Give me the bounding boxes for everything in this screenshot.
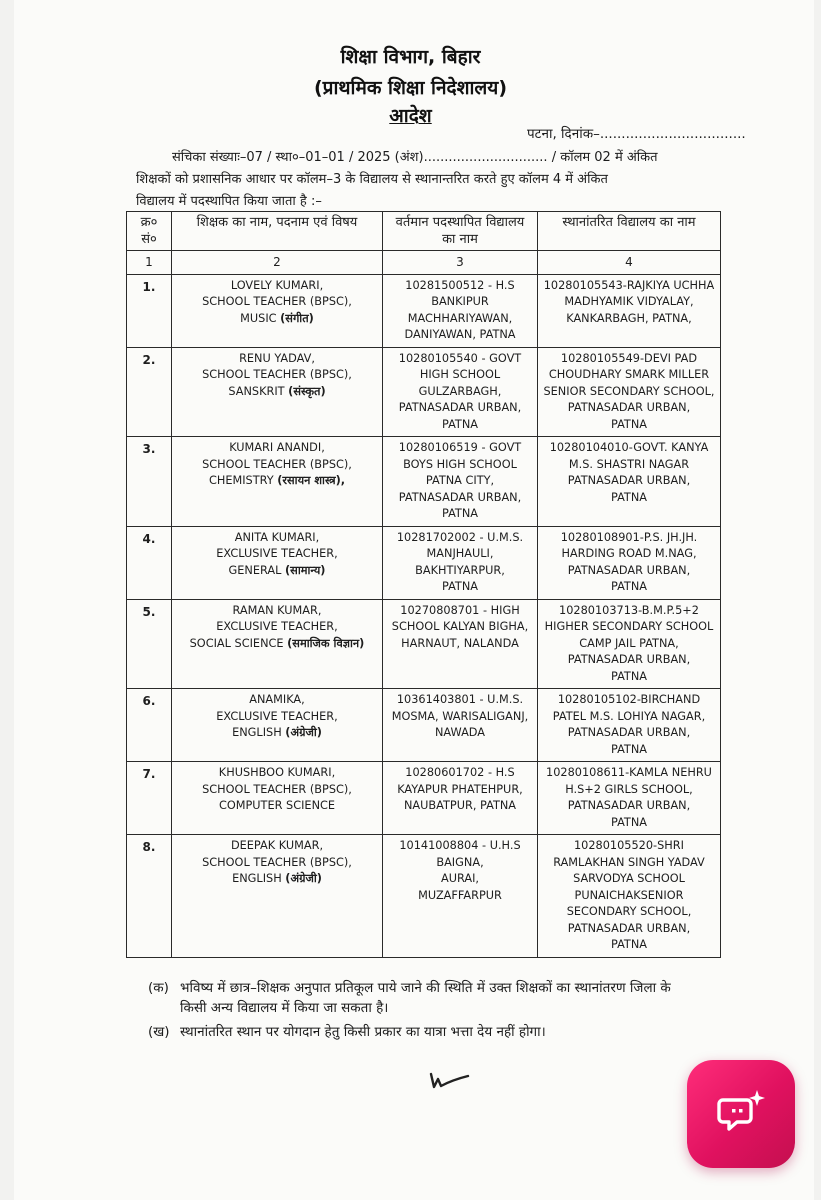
note-kha (148, 1022, 708, 1044)
subject-en: MUSIC (240, 311, 277, 325)
current-school-cell (383, 689, 538, 762)
teacher-name: KUMARI ANANDI, (229, 441, 325, 454)
table-row (127, 347, 721, 437)
current-school-line: MANJHAULI, (426, 547, 494, 560)
subject-en: ENGLISH (232, 726, 282, 739)
transfer-school-cell (538, 347, 721, 437)
current-school-line: SCHOOL KALYAN BIGHA, (391, 620, 529, 633)
transfer-school-line: HARDING ROAD M.NAG, (561, 547, 697, 560)
transfer-school-line: SENIOR SECONDARY SCHOOL, (543, 384, 715, 398)
directorate-title: (प्राथमिक शिक्षा निदेशालय) (313, 77, 508, 99)
transfer-table (126, 211, 721, 958)
ai-chat-button[interactable] (687, 1060, 795, 1168)
current-school-line: 10281702002 - U.M.S. (396, 530, 524, 544)
transfer-school-line: 10280104010-GOVT. KANYA (549, 441, 709, 454)
note-text: भविष्य में छात्र–शिक्षक अनुपात प्रतिकूल पाये जाने की स्थिति में उक्त शिक्षकों का स्थानांतरण जिला के किसी अन्य विद्यालय में किया जा सकता है। (180, 980, 671, 1016)
file-number-line: संचिका संख्याः–07 / स्था०–01–01 / 2025 (अंश).............................. / कॉलम 02 में अंकित (172, 150, 658, 165)
current-school-cell (383, 526, 538, 599)
transfer-school-line: SECONDARY SCHOOL, (566, 905, 692, 918)
transfer-school-cell (538, 689, 721, 762)
transfer-school-line: 10280108611-KAMLA NEHRU (546, 766, 712, 779)
transfer-school-line: PATNASADAR URBAN, (567, 401, 691, 414)
teacher-post: SCHOOL TEACHER (BPSC), (202, 368, 352, 381)
current-school-line: HARNAUT, NALANDA (401, 636, 519, 650)
current-school-line: KAYAPUR PHATEHPUR, (397, 782, 523, 796)
teacher-name: ANAMIKA, (249, 693, 305, 706)
table-row (127, 274, 721, 347)
current-school-cell (383, 835, 538, 958)
teacher-subject (176, 636, 378, 653)
transfer-school-cell (538, 762, 721, 835)
header-transfer-school: स्थानांतरित विद्यालय का नाम (538, 212, 721, 251)
transfer-school-line: PATNA (610, 742, 648, 756)
order-heading: आदेश (389, 105, 432, 127)
current-school-line: BAKHTIYARPUR, (415, 563, 505, 577)
table-header-row (127, 212, 721, 251)
subject-hi: (संगीत) (280, 311, 314, 325)
subject-en: GENERAL (228, 563, 282, 577)
transfer-school-line: PATNA (610, 669, 648, 683)
transfer-school-line: CHOUDHARY SMARK MILLER (548, 368, 710, 381)
transfer-school-line: 10280105549-DEVI PAD (560, 351, 698, 365)
transfer-school-line: PATNASADAR URBAN, (567, 921, 691, 935)
teacher-cell (172, 835, 383, 958)
subject-hi: (रसायन शास्त्र), (277, 474, 346, 487)
intro-line-3: विद्यालय में पदस्थापित किया जाता है :– (136, 194, 322, 209)
teacher-subject (176, 871, 378, 888)
transfer-school-cell (538, 599, 721, 689)
current-school-line: MUZAFFARPUR (418, 888, 502, 902)
current-school-line: BANKIPUR (431, 295, 489, 308)
transfer-school-line: CAMP JAIL PATNA, (579, 636, 679, 650)
current-school-line: MOSMA, WARISALIGANJ, (391, 709, 529, 723)
current-school-line: 10280106519 - GOVT (398, 441, 522, 454)
transfer-school-line: 10280105102-BIRCHAND (557, 693, 701, 706)
current-school-line: 10281500512 - H.S (405, 278, 515, 292)
transfer-school-line: 10280108901-P.S. JH.JH. (560, 530, 698, 544)
teacher-post: EXCLUSIVE TEACHER, (216, 709, 338, 723)
table-row (127, 689, 721, 762)
subject-en: ENGLISH (232, 872, 282, 885)
serial-cell: 3. (127, 437, 172, 527)
transfer-school-cell (538, 526, 721, 599)
transfer-school-line: PATNASADAR URBAN, (567, 726, 691, 739)
transfer-school-line: 10280103713-B.M.P.5+2 (559, 603, 699, 617)
subject-en: SOCIAL SCIENCE (189, 636, 284, 650)
transfer-school-line: PATNA (610, 815, 648, 829)
current-school-line: PATNASADAR URBAN, (398, 401, 522, 414)
table-row (127, 762, 721, 835)
transfer-school-line: M.S. SHASTRI NAGAR (568, 457, 690, 471)
subject-hi: (अंग्रेजी) (285, 872, 322, 885)
current-school-line: 10280601702 - H.S (405, 766, 515, 779)
current-school-line: AURAI, (440, 872, 480, 885)
current-school-line: 10280105540 - GOVT (398, 351, 522, 365)
serial-cell: 4. (127, 526, 172, 599)
teacher-subject (176, 473, 378, 490)
current-school-line: HIGH SCHOOL (419, 368, 501, 381)
teacher-cell (172, 762, 383, 835)
teacher-name: RAMAN KUMAR, (232, 603, 322, 617)
subject-hi: (संस्कृत) (288, 384, 326, 398)
note-ka (148, 978, 708, 1022)
col-index: 3 (383, 251, 538, 275)
transfer-school-line: PATNASADAR URBAN, (567, 799, 691, 812)
transfer-school-line: H.S+2 GIRLS SCHOOL, (565, 782, 693, 796)
current-school-line: PATNA (441, 507, 479, 520)
subject-hi: (अंग्रेजी) (285, 726, 322, 739)
note-text: स्थानांतरित स्थान पर योगदान हेतु किसी प्रकार का यात्रा भत्ता देय नहीं होगा। (180, 1024, 546, 1040)
transfer-school-cell (538, 835, 721, 958)
current-school-line: DANIYAWAN, PATNA (404, 328, 516, 341)
transfer-school-cell (538, 274, 721, 347)
serial-cell: 5. (127, 599, 172, 689)
transfer-school-line: MADHYAMIK VIDYALAY, (564, 295, 694, 308)
teacher-name: KHUSHBOO KUMARI, (218, 766, 336, 779)
teacher-cell (172, 347, 383, 437)
current-school-cell (383, 274, 538, 347)
transfer-school-line: PATEL M.S. LOHIYA NAGAR, (552, 709, 706, 723)
teacher-cell (172, 437, 383, 527)
transfer-school-line: SARVODYA SCHOOL (573, 872, 685, 885)
col-index: 4 (538, 251, 721, 275)
current-school-line: BAIGNA, (436, 855, 484, 869)
header-teacher: शिक्षक का नाम, पदनाम एवं विषय (172, 212, 383, 251)
teacher-name: RENU YADAV, (239, 351, 315, 365)
table-row (127, 437, 721, 527)
subject-hi: (सामान्य) (285, 563, 326, 577)
table-row (127, 835, 721, 958)
note-mark: (क) (148, 980, 169, 996)
serial-cell: 6. (127, 689, 172, 762)
transfer-school-line: PUNAICHAKSENIOR (574, 888, 684, 902)
transfer-school-line: PATNA (610, 417, 648, 431)
column-index-row (127, 251, 721, 275)
transfer-school-line: KANKARBAGH, PATNA, (566, 311, 692, 325)
teacher-subject (176, 384, 378, 401)
sparkle-chat-icon (713, 1086, 769, 1142)
teacher-cell (172, 526, 383, 599)
serial-cell: 8. (127, 835, 172, 958)
place-date: पटना, दिनांक–.................................. (527, 126, 746, 142)
col-index: 2 (172, 251, 383, 275)
teacher-name: ANITA KUMARI, (234, 530, 320, 544)
col-index: 1 (127, 251, 172, 275)
current-school-line: NAUBATPUR, PATNA (403, 799, 517, 812)
teacher-post: EXCLUSIVE TEACHER, (216, 547, 338, 560)
teacher-name: DEEPAK KUMAR, (230, 839, 324, 852)
header-serial: क्र० सं० (127, 212, 172, 251)
teacher-post: SCHOOL TEACHER (BPSC), (202, 855, 352, 869)
table-row (127, 526, 721, 599)
transfer-school-line: PATNASADAR URBAN, (567, 563, 691, 577)
current-school-line: 10141008804 - U.H.S (399, 839, 521, 852)
teacher-post: EXCLUSIVE TEACHER, (216, 620, 338, 633)
intro-line-2: शिक्षकों को प्रशासनिक आधार पर कॉलम–3 के विद्यालय से स्थानान्तरित करते हुए कॉलम 4 में अंकित (136, 172, 608, 187)
transfer-school-line: HIGHER SECONDARY SCHOOL (544, 620, 714, 633)
transfer-school-line: 10280105520-SHRI (574, 839, 684, 852)
teacher-post: SCHOOL TEACHER (BPSC), (202, 782, 352, 796)
current-school-cell (383, 599, 538, 689)
teacher-post: SCHOOL TEACHER (BPSC), (202, 457, 352, 471)
note-mark: (ख) (148, 1024, 170, 1040)
current-school-line: NAWADA (434, 726, 486, 739)
teacher-subject (176, 798, 378, 815)
serial-cell: 7. (127, 762, 172, 835)
current-school-line: BOYS HIGH SCHOOL (403, 457, 517, 471)
header-current-school: वर्तमान पदस्थापित विद्यालय का नाम (383, 212, 538, 251)
teacher-subject (176, 725, 378, 742)
serial-cell: 2. (127, 347, 172, 437)
subject-hi: (समाजिक विज्ञान) (287, 636, 365, 650)
signature (428, 1068, 472, 1096)
current-school-line: GULZARBAGH, (418, 384, 502, 398)
transfer-school-line: 10280105543-RAJKIYA UCHHA (543, 278, 715, 292)
subject-en: CHEMISTRY (208, 474, 274, 487)
teacher-subject (176, 311, 378, 328)
transfer-school-line: PATNA (610, 490, 648, 504)
teacher-name: LOVELY KUMARI, (230, 278, 324, 292)
current-school-line: PATNA CITY, (425, 474, 495, 487)
transfer-school-line: PATNASADAR URBAN, (567, 653, 691, 666)
transfer-school-line: RAMLAKHAN SINGH YADAV (553, 855, 705, 869)
transfer-school-line: PATNASADAR URBAN, (567, 474, 691, 487)
transfer-school-line: PATNA (610, 938, 648, 951)
serial-cell: 1. (127, 274, 172, 347)
teacher-cell (172, 274, 383, 347)
current-school-line: MACHHARIYAWAN, (407, 311, 513, 325)
subject-en: SANSKRIT (228, 384, 285, 398)
teacher-cell (172, 689, 383, 762)
current-school-line: PATNA (441, 580, 479, 593)
current-school-cell (383, 437, 538, 527)
current-school-cell (383, 347, 538, 437)
department-title: शिक्षा विभाग, बिहार (340, 46, 481, 68)
teacher-post: SCHOOL TEACHER (BPSC), (202, 295, 352, 308)
transfer-school-line: PATNA (610, 580, 648, 593)
current-school-line: PATNA (441, 417, 479, 431)
current-school-line: PATNASADAR URBAN, (398, 490, 522, 504)
subject-en: COMPUTER SCIENCE (218, 799, 336, 812)
table-row (127, 599, 721, 689)
transfer-school-cell (538, 437, 721, 527)
current-school-cell (383, 762, 538, 835)
current-school-line: 10361403801 - U.M.S. (396, 693, 524, 706)
teacher-cell (172, 599, 383, 689)
current-school-line: 10270808701 - HIGH (400, 603, 520, 617)
teacher-subject (176, 563, 378, 580)
